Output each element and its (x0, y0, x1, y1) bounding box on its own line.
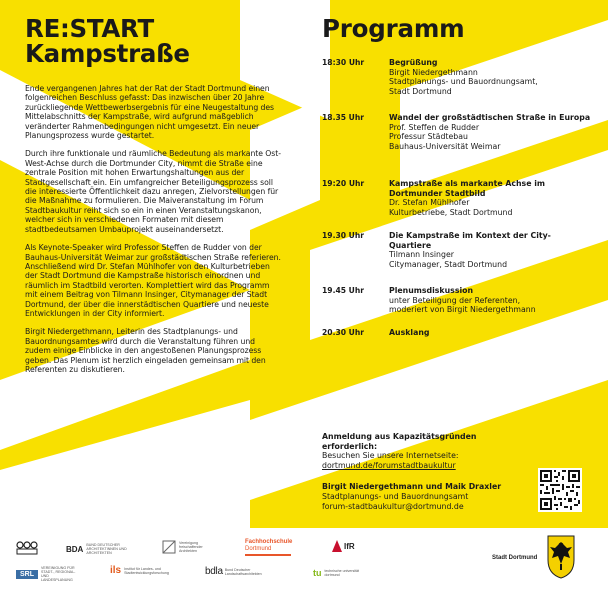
title-line-2: Kampstraße (25, 39, 190, 68)
bda-logo (66, 543, 128, 555)
program-line: Tilmann Insinger (389, 250, 454, 260)
stadt-dortmund-logo-text (492, 546, 537, 564)
srl-logo (16, 566, 81, 582)
stadt-dortmund-label: Stadt Dortmund (492, 555, 538, 561)
program-item (322, 328, 592, 342)
program-line: Professur Städtebau (389, 132, 468, 142)
program-line: Dr. Stefan Mühlhofer (389, 198, 470, 208)
program-line: unter Beteiligung der Referenten, (389, 295, 521, 305)
bdla-logo (205, 566, 263, 577)
dortmund-coat-of-arms (546, 534, 576, 585)
program-title: Programm (322, 14, 465, 43)
title-line-1: RE:START (25, 14, 154, 43)
ils-logo-subtext: Institut für Landes- und Stadtentwicklungsforschung (124, 566, 169, 575)
event-title (25, 16, 283, 66)
ils-logo-text: ils (110, 565, 122, 576)
fh-logo-underline (245, 554, 291, 556)
program-line: Prof. Steffen de Rudder (389, 122, 480, 132)
program-item (322, 58, 592, 113)
program-line: Bauhaus-Universität Weimar (389, 141, 501, 151)
contact-email[interactable]: forum-stadtbaukultur@dortmund.de (322, 501, 464, 511)
program-line: Stadtplanungs- und Bauordnungsamt, (389, 77, 538, 87)
registration-visit-text: Besuchen Sie unsere Internetseite: (322, 451, 459, 461)
intro-column (25, 16, 283, 383)
bdla-logo-subtext: Bund Deutscher Landschaftsarchitekten (224, 567, 262, 576)
intro-paragraph-1: Ende vergangenen Jahres hat der Rat der Stadt Dortmund einen folgenreichen Beschluss gefasst: Das inzwischen über 20 Jahre zurückliegende Wettbewerbsergebnis für eine Neugestaltung des Mittelabschnitts der Kampstraße, wird aufgrund maßgeblich veränderter Rahmenbedingungen nicht umgesetzt. Ein neuer Planungsprozess wurde gestartet. (25, 84, 275, 141)
program-heading: Plenumsdiskussion (389, 286, 474, 295)
program-heading: Begrüßung (389, 58, 438, 67)
srl-logo-subtext: VEREINIGUNG FÜR STADT-, REGIONAL- UND LANDESPLANUNG (41, 566, 76, 582)
qr-code (538, 468, 582, 512)
intro-paragraph-4: Birgit Niedergethmann, Leiterin des Stadtplanungs- und Bauordnungsamtes wird durch die Veranstaltung führen und zudem einige Einblicke in den angestoßenen Planungsprozess geben. Das Plenum ist herzlich eingeladen gemeinsam mit den Referenten zu diskutieren. (25, 327, 266, 374)
contact-names: Birgit Niedergethmann und Maik Draxler (322, 482, 502, 492)
intro-paragraph-3: Als Keynote-Speaker wird Professor Steffen de Rudder von der Bauhaus-Universität Weimar zur großstädtischen Straße referieren. Anschließend wird Dr. Stefan Mühlhofer von den Kulturbetrieben der Stadt Dortmund die Kampstraße historisch einordnen und räumlich im Stadtbild verorten. Komplettiert wird das Programm mit einem Beitrag von Tilmann Insinger, Citymanager der Stadt Dortmund, der über die innerstädtischen Quartiere und neueste Entwicklungen in der City informiert. (25, 243, 281, 318)
registration-block (322, 432, 532, 511)
bda-logo-text: BDA (66, 544, 84, 554)
program-body (389, 179, 592, 217)
program-time: 19.45 Uhr (322, 286, 364, 295)
program-time: 19:20 Uhr (322, 179, 365, 188)
program-time: 18:30 Uhr (322, 58, 365, 67)
contact-department: Stadtplanungs- und Bauordnungsamt (322, 491, 469, 501)
bdb-logo (16, 541, 38, 560)
bda-logo-subtext: BUND DEUTSCHER ARCHITEKTINNEN UND ARCHITEKTEN (86, 543, 127, 555)
registration-heading: Anmeldung aus Kapazitätsgründen erforderlich: (322, 432, 477, 451)
program-body (389, 328, 592, 338)
program-heading: Kampstraße als markante Achse im Dortmunder Stadtbild (389, 179, 545, 198)
program-body (389, 286, 592, 315)
srl-logo-badge: SRL (16, 570, 38, 579)
program-line: moderiert von Birgit Niedergethmann (389, 305, 536, 315)
ils-logo (110, 565, 168, 576)
program-time: 20.30 Uhr (322, 328, 364, 337)
program-line: Citymanager, Stadt Dortmund (389, 259, 508, 269)
tu-logo-text: tu (313, 568, 322, 578)
intro-paragraph-2: Durch ihre funktionale und räumliche Bedeutung als markante Ost-West-Achse durch die Dortmunder City, nimmt die Straße eine zentrale Position mit hohen Erwartungshaltungen aus der Stadtgesellschaft ein. Ein umfangreicher Beteiligungsprozess soll die interessierte Öffentlichkeit dazu anregen, Zielvorstellungen für die Maßnahme zu formulieren. Die Maiveranstaltung im Forum Stadtbaukultur reiht sich so ein in einen Veranstaltungskanon, welcher sich in verschiedenen Formaten mit diesem stadtbedeutsamen Umbauprojekt auseinandersetzt. (25, 149, 281, 234)
program-line: Kulturbetriebe, Stadt Dortmund (389, 207, 513, 217)
program-heading: Ausklang (389, 328, 430, 337)
ifr-logo (332, 540, 355, 552)
contact-block (322, 482, 532, 511)
fh-dortmund-logo (245, 539, 292, 556)
program-item (322, 113, 592, 179)
eagle-crest-icon (546, 534, 576, 580)
program-time: 18.35 Uhr (322, 113, 364, 122)
vfa-logo (162, 540, 219, 554)
program-line: Stadt Dortmund (389, 86, 452, 96)
registration-link[interactable]: dortmund.de/forumstadtbaukultur (322, 460, 456, 470)
program-time: 19.30 Uhr (322, 231, 364, 240)
ifr-logo-text: IfR (344, 541, 355, 551)
bdla-logo-text: bdla (205, 566, 223, 577)
program-line: Birgit Niedergethmann (389, 67, 478, 77)
program-body (389, 113, 592, 151)
tu-dortmund-logo (313, 568, 361, 578)
partner-logos-bar (0, 528, 608, 600)
tu-logo-subtext: technische universität dortmund (324, 569, 360, 577)
program-item (322, 231, 592, 286)
vfa-mark-icon (162, 540, 176, 554)
ifr-mark-icon (332, 540, 342, 552)
vfa-logo-text: Vereinigung freischaffender Architekten (179, 541, 203, 553)
program-body (389, 58, 592, 96)
program-heading: Wandel der großstädtischen Straße in Europa (389, 113, 591, 122)
program-item (322, 179, 592, 231)
program-item (322, 286, 592, 328)
program-heading: Die Kampstraße im Kontext der City-Quartiere (389, 231, 551, 250)
program-body (389, 231, 592, 269)
bdb-mark-icon (16, 541, 38, 555)
program-column (322, 16, 592, 342)
fh-logo-text-1: Fachhochschule (245, 539, 293, 545)
fh-logo-text-2: Dortmund (245, 546, 272, 552)
